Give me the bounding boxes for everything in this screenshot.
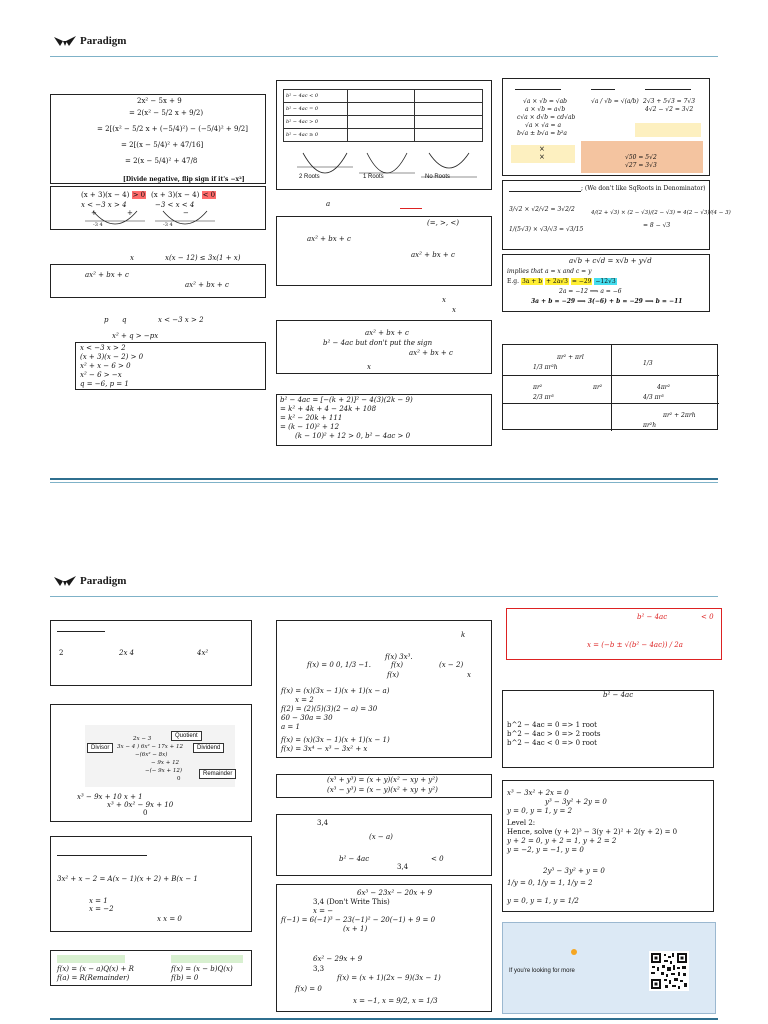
- table-row: [284, 116, 483, 129]
- mens-9: πr² + 2πrh: [663, 412, 696, 419]
- roots-box: [276, 814, 492, 876]
- mens-hline2: [503, 403, 719, 404]
- dw-line-2: = k² − 20k + 111: [280, 414, 343, 422]
- rationalise-title-line: [509, 191, 581, 192]
- brand-name-2: Paradigm: [80, 575, 127, 587]
- graph-left-ticks: -3 4: [93, 222, 103, 228]
- div-note-3: 0: [143, 809, 148, 817]
- nr-line-0: b^2 − 4ac = 0 => 1 root: [507, 721, 597, 729]
- ft-top-6: x: [467, 671, 471, 679]
- roots-0: 3,4: [317, 819, 329, 827]
- ld-1: 3x − 4 ) 6x² − 17x + 12: [117, 744, 183, 750]
- promo-box[interactable]: [502, 922, 716, 1014]
- ineq-right: (x + 3)(x − 4) < 0: [151, 191, 216, 199]
- surd-title-line-1: [515, 89, 561, 90]
- l2-4: Hence, solve (y + 2)³ − 3(y + 2)² + 2(y + 2) = 0: [507, 828, 678, 836]
- pq-working-box: [75, 342, 266, 390]
- mens-0: πr² + πrl: [557, 354, 584, 361]
- header-divider: [50, 56, 718, 57]
- graph-label-1root: 1 Roots: [363, 174, 384, 180]
- ld-0: 2x − 3: [133, 736, 152, 742]
- divisor-tag: Divisor: [87, 743, 113, 753]
- surd-times-0: ×: [539, 145, 545, 153]
- pq-line-0: x < −3 x > 2: [80, 344, 126, 352]
- pq-range: x < −3 x > 2: [158, 316, 204, 324]
- mens-10: πr²h: [643, 422, 657, 429]
- equate-line-1: 2a = −12 ⟹ a = −6: [559, 288, 622, 295]
- disc-cell: b² − 4ac = 0: [284, 103, 348, 116]
- dw-line-4: (k − 10)² + 12 > 0, b² − 4ac > 0: [295, 432, 411, 440]
- ft-line-0: f(x) = (x)(3x − 1)(x + 1)(x − a): [281, 687, 390, 695]
- eg-b: + 2a√3: [545, 278, 568, 285]
- ft-line-5: f(x) = (x)(3x − 1)(x + 1)(x − 1): [281, 736, 390, 744]
- roots-4: 3,4: [397, 863, 409, 871]
- ft-top-2: f(x) = 0 0, 1/3 −1.: [307, 661, 371, 669]
- discriminant-working-box: [276, 394, 492, 446]
- mensuration-box: [502, 344, 718, 430]
- l2-0: x³ − 3x² + 2x = 0: [507, 789, 569, 797]
- level2-box: [502, 780, 714, 912]
- discriminant-table-box: [276, 80, 492, 190]
- cubic-solve-box: [276, 884, 492, 1012]
- red-underline: [400, 208, 422, 209]
- cs-line-2: = 2[(x² − 5/2 x + (−5/4)²) − (−5/4)² + 9/2]: [97, 125, 248, 133]
- surd-title-line-2: [591, 89, 615, 90]
- ft-top-4: (x − 2): [439, 661, 464, 669]
- sign-expr2: ax² + bx + c: [411, 251, 455, 259]
- graph-plus-left: +: [91, 209, 97, 217]
- rt-hl-left: [57, 955, 125, 963]
- surd-rule-1: a × √b = a√b: [525, 106, 566, 113]
- qf-head: b² − 4ac: [637, 613, 668, 621]
- graph-right-ticks: -3 4: [163, 222, 173, 228]
- completing-square-box: [50, 94, 266, 184]
- brand-logo-2: [54, 575, 126, 587]
- pq-q: q: [122, 316, 127, 324]
- ft-top-5: f(x): [387, 671, 400, 679]
- disc-cell: b² − 4ac < 0: [284, 90, 348, 103]
- c1-4: (x + 1): [343, 925, 368, 933]
- discriminant-note-box: [276, 320, 492, 374]
- dw-line-0: b² − 4ac = [−(k + 2)]² − 4(3)(2k − 9): [280, 396, 413, 404]
- l2-2: y = 0, y = 1, y = 2: [507, 807, 573, 815]
- disc-cell: b² − 4ac ≥ 0: [284, 129, 348, 142]
- ft-top-0: k: [461, 631, 466, 639]
- ld-5: 0: [177, 776, 181, 782]
- equate-line-0: implies that a = x and c = y: [507, 268, 592, 275]
- cs-line-3: = 2[(x − 5/4)² + 47/16]: [121, 141, 204, 149]
- ft-line-4: a = 1: [281, 723, 300, 731]
- brand-logo: [54, 35, 126, 47]
- c2-3: f(x) = 0: [295, 985, 322, 993]
- c2-2: f(x) = (x + 1)(2x − 9)(3x − 1): [337, 974, 441, 982]
- mens-8: 4/3 πr³: [643, 394, 664, 401]
- graph-minus: −: [183, 209, 189, 217]
- remainder-theorem-box: [50, 950, 252, 986]
- mens-1: 1/3: [643, 360, 653, 367]
- cs-line-0: 2x² − 5x + 9: [137, 97, 182, 105]
- div-note-2: x³ + 0x² − 9x + 10: [107, 801, 174, 809]
- surd-add-0: 2√3 + 5√3 = 7√3: [643, 98, 696, 105]
- ld-3: − 9x + 12: [151, 760, 180, 766]
- pq-line-4: q = −6, p = 1: [80, 380, 129, 388]
- mens-4: πr²: [533, 384, 543, 391]
- surd-frac: √a / √b = √(a/b): [591, 98, 639, 105]
- quotient-tag: Quotient: [171, 731, 202, 741]
- box4-note: b² − 4ac but don't put the sign: [323, 339, 433, 347]
- mens-hline: [503, 375, 719, 376]
- paradigm-wings-icon: [54, 575, 76, 587]
- partial-2: x = −2: [89, 905, 114, 913]
- div-note-1: x³ − 9x + 10 x + 1: [77, 793, 143, 801]
- expression-box: [50, 264, 266, 298]
- partial-title-line: [57, 855, 147, 856]
- l2-3: Level 2:: [507, 819, 536, 827]
- surd-title-line-3: [645, 89, 691, 90]
- p2-box1-c: 4x²: [197, 649, 209, 657]
- partial-1: x = 1: [89, 897, 108, 905]
- ld-4: −(− 9x + 12): [145, 768, 182, 774]
- nr-line-1: b^2 − 4ac > 0 => 2 roots: [507, 730, 601, 738]
- box4-x: x: [367, 363, 371, 371]
- c1-3: f(−1) = 6(−1)³ − 23(−1)² − 20(−1) + 9 = 0: [281, 916, 436, 924]
- ld-2: −(6x² − 8x): [135, 752, 168, 758]
- factor-theorem-box: [276, 620, 492, 758]
- graph-plus-right: +: [127, 209, 133, 217]
- eg-c: −12√3: [595, 278, 616, 285]
- p2-box1: [50, 620, 252, 686]
- ft-top-1: f(x) 3x³.: [385, 653, 413, 661]
- rationalise-line-3: = 8 − √3: [643, 222, 671, 229]
- box2-expr-a: ax² + bx + c: [85, 271, 129, 279]
- cs-line-1: = 2(x² − 5/2 x + 9/2): [129, 109, 204, 117]
- eg-a: 3a + b: [521, 278, 543, 285]
- page1-footer-rule: [50, 478, 718, 480]
- surd-yellow-block: [635, 123, 701, 137]
- x-b: x: [452, 306, 456, 314]
- rationalise-line-2: 4/(2 + √3) × (2 − √3)/(2 − √3) = 4(2 − √3)/(4 − 3): [591, 210, 731, 216]
- table-row: [284, 90, 483, 103]
- label-a: a: [326, 200, 331, 208]
- l2-7: 2y³ − 3y² + y = 0: [543, 867, 605, 875]
- c2-1: 3,3: [313, 965, 325, 973]
- mens-vline: [611, 345, 612, 431]
- l2-8: 1/y = 0, 1/y = 1, 1/y = 2: [507, 879, 593, 887]
- roots-2: b² − 4ac: [339, 855, 370, 863]
- surd-add-1: 4√2 − √2 = 3√2: [645, 106, 694, 113]
- qf-formula: x = (−b ± √(b² − 4ac)) / 2a: [587, 641, 683, 649]
- l2-6: y = −2, y = −1, y = 0: [507, 846, 584, 854]
- box2-expr-b: ax² + bx + c: [185, 281, 229, 289]
- box4-expr: ax² + bx + c: [365, 329, 409, 337]
- mens-7: 2/3 πr³: [533, 394, 554, 401]
- c2-4: x = −1, x = 9/2, x = 1/3: [353, 997, 438, 1005]
- qf-sign: < 0: [701, 613, 714, 621]
- nr-head: b² − 4ac: [603, 691, 634, 699]
- line-x-label: x: [130, 254, 134, 262]
- surd-simplify-0: √50 = 5√2: [625, 154, 657, 161]
- sign-box: [276, 216, 492, 286]
- pq-line-1: (x + 3)(x − 2) > 0: [80, 353, 144, 361]
- cs-line-4: = 2(x − 5/4)² + 47/8: [125, 157, 198, 165]
- header-divider-2: [50, 596, 718, 597]
- dw-line-1: = k² + 4k + 4 − 24k + 108: [280, 405, 377, 413]
- c1-2: x = −: [313, 907, 334, 915]
- qr-code-icon[interactable]: [649, 951, 689, 991]
- page2-footer-rule: [50, 1018, 718, 1020]
- rt-left-1: f(a) = R(Remainder): [57, 974, 130, 982]
- surd-rule-3: √a × √a = a: [525, 122, 562, 129]
- graph-label-2roots: 2 Roots: [299, 174, 320, 180]
- quadratic-formula-box: [506, 608, 722, 660]
- c2-0: 6x² − 29x + 9: [313, 955, 363, 963]
- surd-rule-0: √a × √b = √ab: [523, 98, 567, 105]
- pq-line-3: x² − 6 > −x: [80, 371, 122, 379]
- ft-line-1: x = 2: [295, 696, 314, 704]
- surd-simplify-1: √27 = 3√3: [625, 162, 657, 169]
- pq-line-2: x² + x − 6 > 0: [80, 362, 131, 370]
- p2-box1-a: 2: [59, 649, 64, 657]
- signs: (=, >, <): [427, 219, 459, 227]
- rt-right-0: f(x) = (x − b)Q(x): [171, 965, 233, 973]
- surd-rule-2: c√a × d√b = cd√ab: [517, 114, 576, 121]
- ineq-right-solution: −3 < x < 4: [155, 201, 195, 209]
- l2-1: y³ − 3y² + 2y = 0: [545, 798, 607, 806]
- divide-negative-note: [Divide negative, flip sign if it's −x²]: [123, 176, 245, 183]
- eg-eq: = −29: [571, 278, 592, 285]
- page1-footer-rule-2: [50, 482, 718, 483]
- cubes-1: (x³ − y³) = (x − y)(x² + xy + y²): [327, 786, 438, 794]
- brand-name: Paradigm: [80, 35, 127, 47]
- roots-1: (x − a): [369, 833, 393, 841]
- surd-rule-4: b√a ± b√a = b²a: [517, 130, 567, 137]
- mens-2: 1/3 πr²h: [533, 364, 558, 371]
- paradigm-wings-icon: [54, 35, 76, 47]
- p2-box1-title-line: [57, 631, 105, 632]
- equate-surds-box: [502, 254, 710, 312]
- l2-5: y + 2 = 0, y + 2 = 1, y + 2 = 2: [507, 837, 617, 845]
- promo-dot-icon: [571, 949, 577, 955]
- partial-3: x x = 0: [157, 915, 182, 923]
- rationalise-line-1: 1/(5√3) × √3/√3 = √3/15: [509, 226, 584, 233]
- long-division-box: [50, 704, 252, 822]
- line-inequality: x(x − 12) ≤ 3x(1 + x): [165, 254, 241, 262]
- pq-p: p: [104, 316, 109, 324]
- rationalise-box: [502, 180, 731, 250]
- nature-of-roots-box: [502, 690, 714, 768]
- l2-9: y = 0, y = 1, y = 1/2: [507, 897, 579, 905]
- p2-box1-b: 2x 4: [119, 649, 135, 657]
- sum-cubes-box: [276, 774, 492, 798]
- ft-top-3: f(x): [391, 661, 404, 669]
- table-row: [284, 103, 483, 116]
- pq-equation: x² + q > −px: [112, 332, 159, 340]
- roots-3: < 0: [431, 855, 444, 863]
- ft-line-2: f(2) = (2)(5)(3)(2 − a) = 30: [281, 705, 378, 713]
- cubes-0: (x³ + y³) = (x + y)(x² − xy + y²): [327, 776, 438, 784]
- rationalise-line-0: 3/√2 × √2/√2 = 3√2/2: [509, 206, 575, 213]
- partial-0: 3x² + x − 2 = A(x − 1)(x + 2) + B(x − 1: [57, 875, 198, 883]
- c1-0: 6x³ − 23x² − 20x + 9: [357, 889, 433, 897]
- x-a: x: [442, 296, 446, 304]
- rationalise-note: ; (We don't like SqRoots in Denominator): [581, 185, 706, 192]
- mens-6: 4πr²: [657, 384, 671, 391]
- equate-example: E.g. 3a + b + 2a√3 = −29 −12√3: [507, 278, 616, 285]
- ineq-left-solution: x < −3 x > 4: [81, 201, 127, 209]
- promo-text: If you're looking for more: [509, 968, 575, 974]
- ineq-left: (x + 3)(x − 4) > 0: [81, 191, 146, 199]
- rt-left-0: f(x) = (x − a)Q(x) + R: [57, 965, 134, 973]
- remainder-tag: Remainder: [199, 769, 236, 779]
- ft-line-6: f(x) = 3x⁴ − x³ − 3x² + x: [281, 745, 368, 753]
- disc-cell: b² − 4ac > 0: [284, 116, 348, 129]
- rt-hl-right: [171, 955, 243, 963]
- quadratic-inequality-box: [50, 186, 266, 230]
- graph-label-noroots: No Roots: [425, 174, 451, 180]
- ft-line-3: 60 − 30a = 30: [281, 714, 333, 722]
- mens-5: πr²: [593, 384, 603, 391]
- sign-expr1: ax² + bx + c: [307, 235, 351, 243]
- box4-expr2: ax² + bx + c: [409, 349, 453, 357]
- rt-right-1: f(b) = 0: [171, 974, 199, 982]
- surd-rules-box: [502, 78, 710, 176]
- dividend-tag: Dividend: [193, 743, 224, 753]
- equate-head: a√b + c√d = x√b + y√d: [569, 257, 652, 265]
- dw-line-3: = (k − 10)² + 12: [280, 423, 340, 431]
- discriminant-table: [283, 89, 483, 142]
- nr-line-2: b^2 − 4ac < 0 => 0 root: [507, 739, 597, 747]
- surd-times-1: ×: [539, 153, 545, 161]
- partial-fraction-box: [50, 836, 252, 932]
- equate-line-2: 3a + b = −29 ⟹ 3(−6) + b = −29 ⟹ b = −11: [531, 298, 683, 305]
- c1-1: 3,4 (Don't Write This): [313, 898, 390, 906]
- table-row: [284, 129, 483, 142]
